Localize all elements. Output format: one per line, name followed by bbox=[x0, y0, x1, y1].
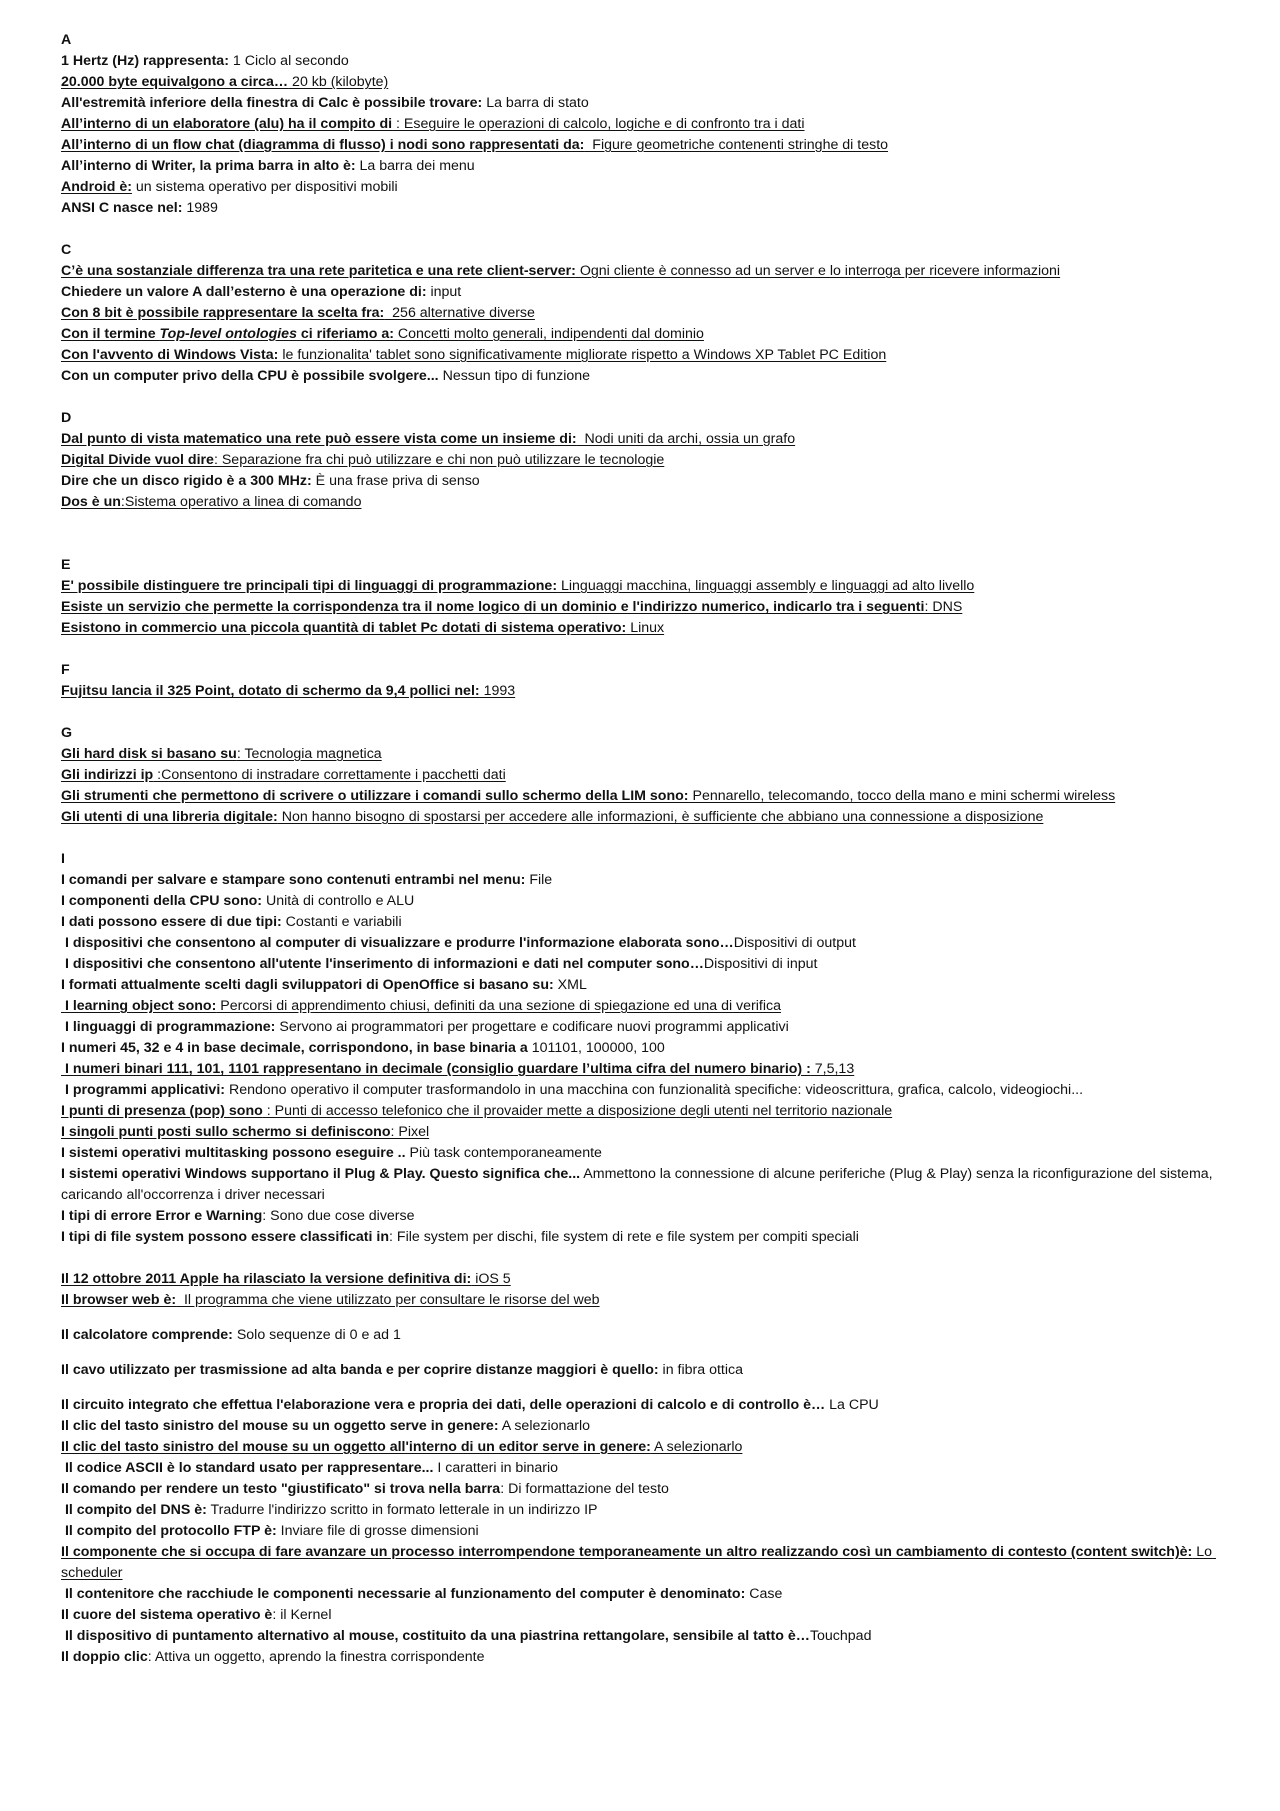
qa-line bbox=[61, 93, 1221, 114]
question-text: I sistemi operativi Windows supportano il Plug & Play. Questo significa che... bbox=[61, 1166, 581, 1182]
section-letter: E bbox=[61, 557, 71, 573]
answer-text: 256 alternative diverse bbox=[384, 305, 535, 321]
qa-line bbox=[61, 261, 1221, 282]
qa-line bbox=[61, 744, 1221, 765]
qa-line bbox=[61, 891, 1221, 912]
question-text: Gli utenti di una libreria digitale: bbox=[61, 809, 278, 825]
qa-line bbox=[61, 303, 1221, 324]
qa-line bbox=[61, 177, 1221, 198]
question-text: I numeri binari 111, 101, 1101 rappresentano in decimale (consiglio guardare l’ultima cifra del numero binario) : bbox=[61, 1061, 811, 1077]
qa-line bbox=[61, 1360, 1221, 1381]
question-text: I comandi per salvare e stampare sono contenuti entrambi nel menu: bbox=[61, 872, 526, 888]
question-text: I learning object sono: bbox=[61, 998, 217, 1014]
qa-line bbox=[61, 1269, 1221, 1290]
section-d bbox=[61, 408, 1221, 513]
answer-text: Nodi uniti da archi, ossia un grafo bbox=[576, 431, 796, 447]
question-text: Il clic del tasto sinistro del mouse su un oggetto serve in genere: bbox=[61, 1418, 499, 1434]
answer-text: Il programma che viene utilizzato per consultare le risorse del web bbox=[176, 1292, 600, 1308]
qa-line bbox=[61, 1164, 1221, 1206]
qa-line bbox=[61, 1290, 1221, 1311]
answer-text: : Separazione fra chi può utilizzare e chi non può utilizzare le tecnologie bbox=[213, 452, 665, 468]
question-text: Il compito del DNS è: bbox=[61, 1502, 207, 1518]
section-letter: I bbox=[61, 851, 65, 867]
question-text: I dispositivi che consentono all'utente l'inserimento di informazioni e dati nel computer sono… bbox=[61, 956, 704, 972]
question-text: Con l'avvento di Windows Vista: bbox=[61, 347, 279, 363]
qa-line bbox=[61, 1206, 1221, 1227]
qa-line bbox=[61, 1458, 1221, 1479]
answer-text: Linux bbox=[626, 620, 665, 636]
question-text: Il comando per rendere un testo "giustificato" si trova nella barra bbox=[61, 1481, 501, 1497]
section-il-2 bbox=[61, 1325, 1221, 1346]
answer-text: Unità di controllo e ALU bbox=[262, 893, 415, 909]
question-text: 1 Hertz (Hz) rappresenta: bbox=[61, 53, 229, 69]
answer-text: in fibra ottica bbox=[658, 1362, 743, 1378]
answer-text: La barra dei menu bbox=[355, 158, 475, 174]
answer-text: Ogni cliente è connesso ad un server e lo interroga per ricevere informazioni bbox=[575, 263, 1061, 279]
question-text: I programmi applicativi: bbox=[61, 1082, 225, 1098]
qa-line bbox=[61, 1479, 1221, 1500]
qa-line bbox=[61, 1521, 1221, 1542]
answer-text: La CPU bbox=[825, 1397, 879, 1413]
question-text: Dal punto di vista matematico una rete può essere vista come un insieme di: bbox=[61, 431, 577, 447]
qa-line bbox=[61, 1584, 1221, 1605]
qa-line bbox=[61, 1080, 1221, 1101]
question-text: Digital Divide vuol dire bbox=[61, 452, 214, 468]
question-text: I dati possono essere di due tipi: bbox=[61, 914, 282, 930]
answer-text: Dispositivi di input bbox=[703, 956, 818, 972]
question-text: I singoli punti posti sullo schermo si definiscono bbox=[61, 1124, 391, 1140]
question-text: Android è: bbox=[61, 179, 132, 195]
qa-line bbox=[61, 1647, 1221, 1668]
qa-line bbox=[61, 1101, 1221, 1122]
question-text: All’interno di un flow chat (diagramma di flusso) i nodi sono rappresentati da: bbox=[61, 137, 585, 153]
answer-text: : Eseguire le operazioni di calcolo, logiche e di confronto tra i dati bbox=[392, 116, 805, 132]
answer-text: 7,5,13 bbox=[810, 1061, 855, 1077]
question-text: Il doppio clic bbox=[61, 1649, 148, 1665]
question-text: Il compito del protocollo FTP è: bbox=[61, 1523, 277, 1539]
answer-text: 101101, 100000, 100 bbox=[527, 1040, 665, 1056]
question-text: I tipi di errore Error e Warning bbox=[61, 1208, 263, 1224]
question-text: I formati attualmente scelti dagli sviluppatori di OpenOffice si basano su: bbox=[61, 977, 554, 993]
qa-line bbox=[61, 429, 1221, 450]
question-text: Chiedere un valore A dall’esterno è una operazione di: bbox=[61, 284, 427, 300]
qa-line bbox=[61, 597, 1221, 618]
answer-text: Servono ai programmatori per progettare e codificare nuovi programmi applicativi bbox=[275, 1019, 789, 1035]
section-letter: A bbox=[61, 32, 72, 48]
section-e bbox=[61, 555, 1221, 639]
answer-text: : Pixel bbox=[390, 1124, 430, 1140]
answer-text: Solo sequenze di 0 e ad 1 bbox=[232, 1327, 401, 1343]
question-text: ANSI C nasce nel: bbox=[61, 200, 183, 216]
qa-line bbox=[61, 366, 1221, 387]
question-text: All’interno di Writer, la prima barra in alto è: bbox=[61, 158, 356, 174]
answer-text: : DNS bbox=[924, 599, 963, 615]
answer-text: Rendono operativo il computer trasformandolo in una macchina con funzionalità specifiche: videoscrittura, grafica, calcolo, videogiochi... bbox=[225, 1082, 1084, 1098]
qa-line bbox=[61, 471, 1221, 492]
answer-text: La barra di stato bbox=[482, 95, 589, 111]
qa-line bbox=[61, 282, 1221, 303]
qa-line bbox=[61, 576, 1221, 597]
answer-text: A selezionarlo bbox=[650, 1439, 743, 1455]
answer-text: Concetti molto generali, indipendenti dal dominio bbox=[393, 326, 704, 342]
question-text: Esistono in commercio una piccola quantità di tablet Pc dotati di sistema operativo: bbox=[61, 620, 627, 636]
qa-line bbox=[61, 1416, 1221, 1437]
answer-text: Case bbox=[745, 1586, 783, 1602]
answer-text: I caratteri in binario bbox=[433, 1460, 559, 1476]
qa-line bbox=[61, 492, 1221, 513]
answer-text: Costanti e variabili bbox=[281, 914, 402, 930]
answer-text: : File system per dischi, file system di rete e file system per compiti speciali bbox=[389, 1229, 859, 1245]
answer-text: : Punti di accesso telefonico che il provaider mette a disposizione degli utenti nel territorio nazionale bbox=[262, 1103, 893, 1119]
section-il-1 bbox=[61, 1269, 1221, 1311]
question-text: Il cuore del sistema operativo è bbox=[61, 1607, 273, 1623]
question-text: Dire che un disco rigido è a 300 MHz: bbox=[61, 473, 312, 489]
answer-text: :Sistema operativo a linea di comando bbox=[120, 494, 362, 510]
section-letter: C bbox=[61, 242, 72, 258]
question-text: Il calcolatore comprende: bbox=[61, 1327, 233, 1343]
qa-line bbox=[61, 1605, 1221, 1626]
qa-line bbox=[61, 324, 1221, 345]
qa-line bbox=[61, 1395, 1221, 1416]
question-text: Il 12 ottobre 2011 Apple ha rilasciato la versione definitiva di: bbox=[61, 1271, 472, 1287]
question-text: Il cavo utilizzato per trasmissione ad alta banda e per coprire distanze maggiori è quello: bbox=[61, 1362, 659, 1378]
qa-line bbox=[61, 1122, 1221, 1143]
qa-line bbox=[61, 1017, 1221, 1038]
answer-text: Figure geometriche contenenti stringhe di testo bbox=[584, 137, 889, 153]
question-text: 20.000 byte equivalgono a circa… bbox=[61, 74, 289, 90]
qa-line bbox=[61, 156, 1221, 177]
qa-line bbox=[61, 870, 1221, 891]
question-text: E' possibile distinguere tre principali tipi di linguaggi di programmazione: bbox=[61, 578, 558, 594]
qa-line bbox=[61, 450, 1221, 471]
answer-text: Lo scheduler bbox=[61, 1544, 1216, 1581]
qa-line bbox=[61, 765, 1221, 786]
question-text: Fujitsu lancia il 325 Point, dotato di schermo da 9,4 pollici nel: bbox=[61, 683, 480, 699]
answer-text: :Consentono di instradare correttamente i pacchetti dati bbox=[153, 767, 506, 783]
question-text: Il codice ASCII è lo standard usato per rappresentare... bbox=[61, 1460, 434, 1476]
answer-text: Ammettono la connessione di alcune periferiche (Plug & Play) senza la riconfigurazione del sistema, caricando all'occorrenza i driver necessari bbox=[61, 1166, 1217, 1203]
qa-line bbox=[61, 996, 1221, 1017]
section-f bbox=[61, 660, 1221, 702]
section-il-3 bbox=[61, 1360, 1221, 1381]
answer-text: Percorsi di apprendimento chiusi, definiti da una sezione di spiegazione ed una di verifica bbox=[216, 998, 781, 1014]
question-text: C’è una sostanziale differenza tra una rete paritetica e una rete client-server: bbox=[61, 263, 576, 279]
answer-text: È una frase priva di senso bbox=[311, 473, 480, 489]
answer-text: : Attiva un oggetto, aprendo la finestra corrispondente bbox=[147, 1649, 485, 1665]
question-text: I componenti della CPU sono: bbox=[61, 893, 263, 909]
section-letter: F bbox=[61, 662, 70, 678]
question-italic-term: Top-level ontologies bbox=[159, 326, 297, 342]
section-a bbox=[61, 30, 1221, 219]
question-text: I dispositivi che consentono al computer di visualizzare e produrre l'informazione elaborata sono… bbox=[61, 935, 734, 951]
qa-line bbox=[61, 114, 1221, 135]
question-text: Il clic del tasto sinistro del mouse su un oggetto all'interno di un editor serve in genere: bbox=[61, 1439, 651, 1455]
qa-line bbox=[61, 72, 1221, 93]
question-text: Con un computer privo della CPU è possibile svolgere... bbox=[61, 368, 439, 384]
answer-text: Nessun tipo di funzione bbox=[438, 368, 591, 384]
qa-line bbox=[61, 975, 1221, 996]
qa-line bbox=[61, 51, 1221, 72]
question-text: Gli hard disk si basano su bbox=[61, 746, 237, 762]
answer-text: Tradurre l'indirizzo scritto in formato letterale in un indirizzo IP bbox=[206, 1502, 598, 1518]
question-text: Il circuito integrato che effettua l'elaborazione vera e propria dei dati, delle operazioni di calcolo e di controllo è… bbox=[61, 1397, 826, 1413]
answer-text: Linguaggi macchina, linguaggi assembly e linguaggi ad alto livello bbox=[557, 578, 975, 594]
section-il-4 bbox=[61, 1395, 1221, 1668]
qa-line bbox=[61, 786, 1221, 807]
answer-text: Non hanno bisogno di spostarsi per accedere alle informazioni, è sufficiente che abbiano una connessione a disposizione bbox=[277, 809, 1044, 825]
qa-line bbox=[61, 912, 1221, 933]
document-body bbox=[61, 30, 1221, 1668]
question-text: ci riferiamo a: bbox=[296, 326, 394, 342]
question-text: I punti di presenza (pop) sono bbox=[61, 1103, 263, 1119]
qa-line bbox=[61, 1038, 1221, 1059]
question-text: Dos è un bbox=[61, 494, 121, 510]
answer-text: Dispositivi di output bbox=[733, 935, 856, 951]
qa-line bbox=[61, 1059, 1221, 1080]
question-text: All’interno di un elaboratore (alu) ha il compito di bbox=[61, 116, 393, 132]
section-i bbox=[61, 849, 1221, 1248]
question-text: I linguaggi di programmazione: bbox=[61, 1019, 276, 1035]
qa-line bbox=[61, 807, 1221, 828]
answer-text: input bbox=[426, 284, 462, 300]
qa-line bbox=[61, 954, 1221, 975]
answer-text: iOS 5 bbox=[471, 1271, 511, 1287]
question-text: Con 8 bit è possibile rappresentare la scelta fra: bbox=[61, 305, 385, 321]
answer-text: un sistema operativo per dispositivi mobili bbox=[131, 179, 398, 195]
answer-text: 20 kb (kilobyte) bbox=[288, 74, 389, 90]
qa-line bbox=[61, 1325, 1221, 1346]
question-text: Il browser web è: bbox=[61, 1292, 177, 1308]
answer-text: Pennarello, telecomando, tocco della mano e mini schermi wireless bbox=[688, 788, 1116, 804]
question-text: Esiste un servizio che permette la corrispondenza tra il nome logico di un dominio e l'indirizzo numerico, indicarlo tra i seguenti bbox=[61, 599, 925, 615]
question-text: I tipi di file system possono essere classificati in bbox=[61, 1229, 390, 1245]
question-text: I sistemi operativi multitasking possono eseguire .. bbox=[61, 1145, 406, 1161]
section-letter: G bbox=[61, 725, 73, 741]
qa-line bbox=[61, 1500, 1221, 1521]
answer-text: 1989 bbox=[182, 200, 218, 216]
qa-line bbox=[61, 1542, 1221, 1584]
question-text: I numeri 45, 32 e 4 in base decimale, corrispondono, in base binaria a bbox=[61, 1040, 528, 1056]
answer-text: Touchpad bbox=[809, 1628, 872, 1644]
section-c bbox=[61, 240, 1221, 387]
question-text: Gli indirizzi ip bbox=[61, 767, 154, 783]
answer-text: Più task contemporaneamente bbox=[405, 1145, 602, 1161]
question-text: Gli strumenti che permettono di scrivere o utilizzare i comandi sullo schermo della LIM sono: bbox=[61, 788, 689, 804]
answer-text: Inviare file di grosse dimensioni bbox=[276, 1523, 479, 1539]
qa-line bbox=[61, 1227, 1221, 1248]
qa-line bbox=[61, 618, 1221, 639]
answer-text: : Di formattazione del testo bbox=[500, 1481, 669, 1497]
qa-line bbox=[61, 135, 1221, 156]
qa-line bbox=[61, 1626, 1221, 1647]
answer-text: : il Kernel bbox=[272, 1607, 332, 1623]
answer-text: le funzionalita' tablet sono significativamente migliorate rispetto a Windows XP Tablet PC Edition bbox=[278, 347, 887, 363]
question-text: Il componente che si occupa di fare avanzare un processo interrompendone temporaneamente un altro realizzando così un cambiamento di contesto (content switch)è: bbox=[61, 1544, 1193, 1560]
section-letter: D bbox=[61, 410, 72, 426]
answer-text: 1993 bbox=[479, 683, 516, 699]
qa-line bbox=[61, 681, 1221, 702]
qa-line bbox=[61, 1143, 1221, 1164]
question-text: Con il termine bbox=[61, 326, 160, 342]
qa-line bbox=[61, 1437, 1221, 1458]
question-text: All'estremità inferiore della finestra di Calc è possibile trovare: bbox=[61, 95, 483, 111]
answer-text: XML bbox=[553, 977, 587, 993]
answer-text: 1 Ciclo al secondo bbox=[228, 53, 349, 69]
answer-text: A selezionarlo bbox=[498, 1418, 591, 1434]
answer-text: : Tecnologia magnetica bbox=[236, 746, 382, 762]
qa-line bbox=[61, 198, 1221, 219]
answer-text: : Sono due cose diverse bbox=[262, 1208, 415, 1224]
qa-line bbox=[61, 933, 1221, 954]
qa-line bbox=[61, 345, 1221, 366]
section-g bbox=[61, 723, 1221, 828]
question-text: Il contenitore che racchiude le componenti necessarie al funzionamento del computer è denominato: bbox=[61, 1586, 746, 1602]
question-text: Il dispositivo di puntamento alternativo al mouse, costituito da una piastrina rettangolare, sensibile al tatto è… bbox=[61, 1628, 810, 1644]
answer-text: File bbox=[525, 872, 553, 888]
